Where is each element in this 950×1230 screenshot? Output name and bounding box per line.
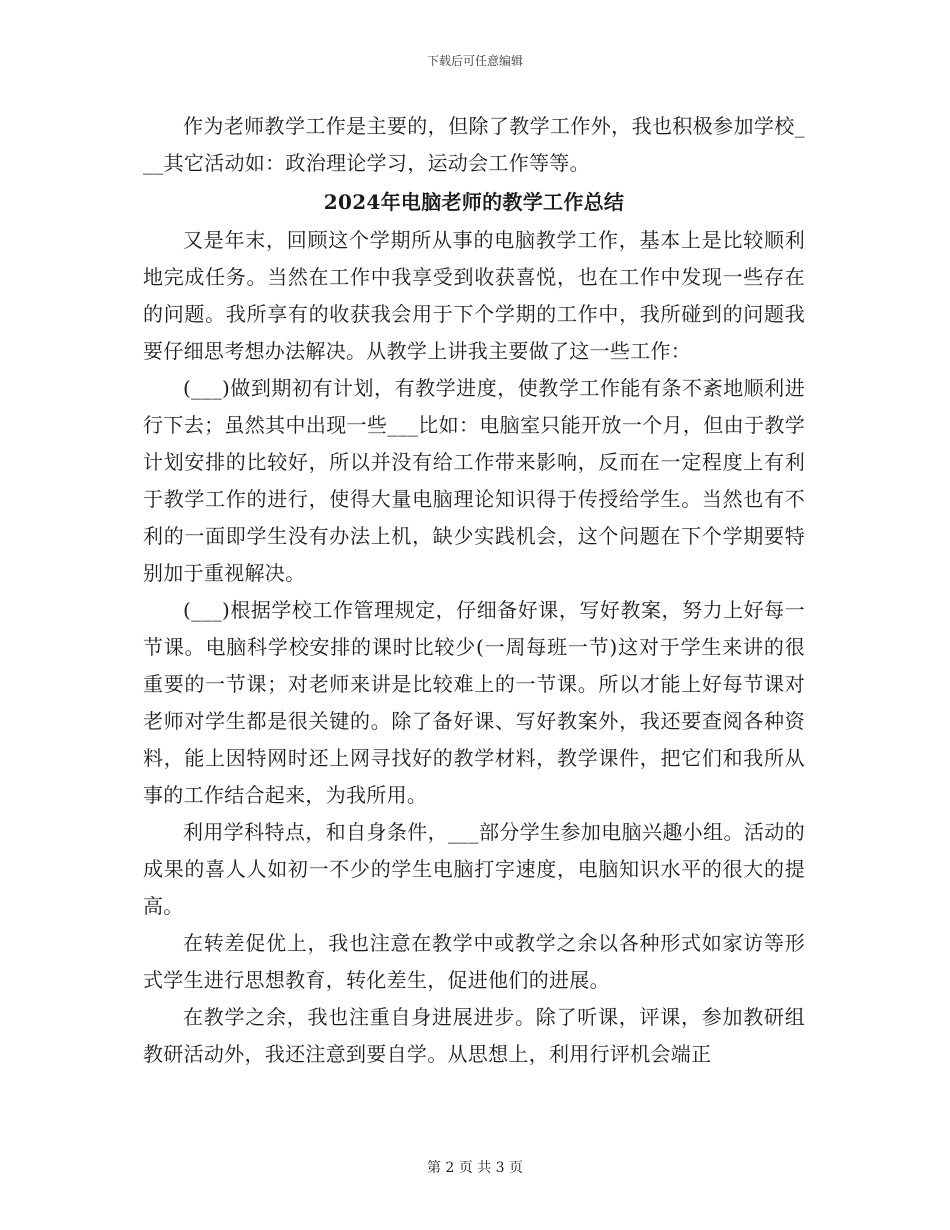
paragraph-student-support: 在转差促优上，我也注意在教学中或教学之余以各种形式如家访等形式学生进行思想教育，转化差生，促进他们的进展。 xyxy=(143,931,805,992)
paragraph-lesson-prep: (___)根据学校工作管理规定，仔细备好课，写好教案，努力上好每一节课。电脑科学校安排的课时比较少(一周每班一节)这对于学生来讲的很重要的一节课；对老师来讲是比较难上的一节课。所以才能上好每节课对老师对学生都是很关键的。除了备好课、写好教案外，我还要查阅各种资料，能上因特网时还上网寻找好的教学材料，教学课件，把它们和我所从事的工作结合起来，为我所用。 xyxy=(143,598,805,807)
paragraph-review: 又是年末，回顾这个学期所从事的电脑教学工作，基本上是比较顺利地完成任务。当然在工作中我享受到收获喜悦，也在工作中发现一些存在的问题。我所享有的收获我会用于下个学期的工作中，我所碰到的问题我要仔细思考想办法解决。从教学上讲我主要做了这一些工作： xyxy=(143,228,805,363)
page-number: 第 2 页 共 3 页 xyxy=(426,1160,524,1176)
document-body xyxy=(143,108,805,1073)
page-header-note: 下载后可任意编辑 xyxy=(426,54,523,68)
paragraph-self-improvement: 在教学之余，我也注重自身进展进步。除了听课，评课，参加教研组教研活动外，我还注意到要自学。从思想上，利用行评机会端正 xyxy=(143,1005,805,1066)
document-title: 2024年电脑老师的教学工作总结 xyxy=(323,190,625,214)
paragraph-interest-group: 利用学科特点，和自身条件，___部分学生参加电脑兴趣小组。活动的成果的喜人人如初一不少的学生电脑打字速度，电脑知识水平的很大的提高。 xyxy=(143,820,805,918)
intro-paragraph: 作为老师教学工作是主要的，但除了教学工作外，我也积极参加学校___其它活动如：政治理论学习，运动会工作等等。 xyxy=(143,114,805,175)
paragraph-planning: (___)做到期初有计划，有教学进度，使教学工作能有条不紊地顺利进行下去；虽然其中出现一些___比如：电脑室只能开放一个月，但由于教学计划安排的比较好，所以并没有给工作带来影响，反而在一定程度上有利于教学工作的进行，使得大量电脑理论知识得于传授给学生。当然也有不利的一面即学生没有办法上机，缺少实践机会，这个问题在下个学期要特别加于重视解决。 xyxy=(143,376,805,585)
